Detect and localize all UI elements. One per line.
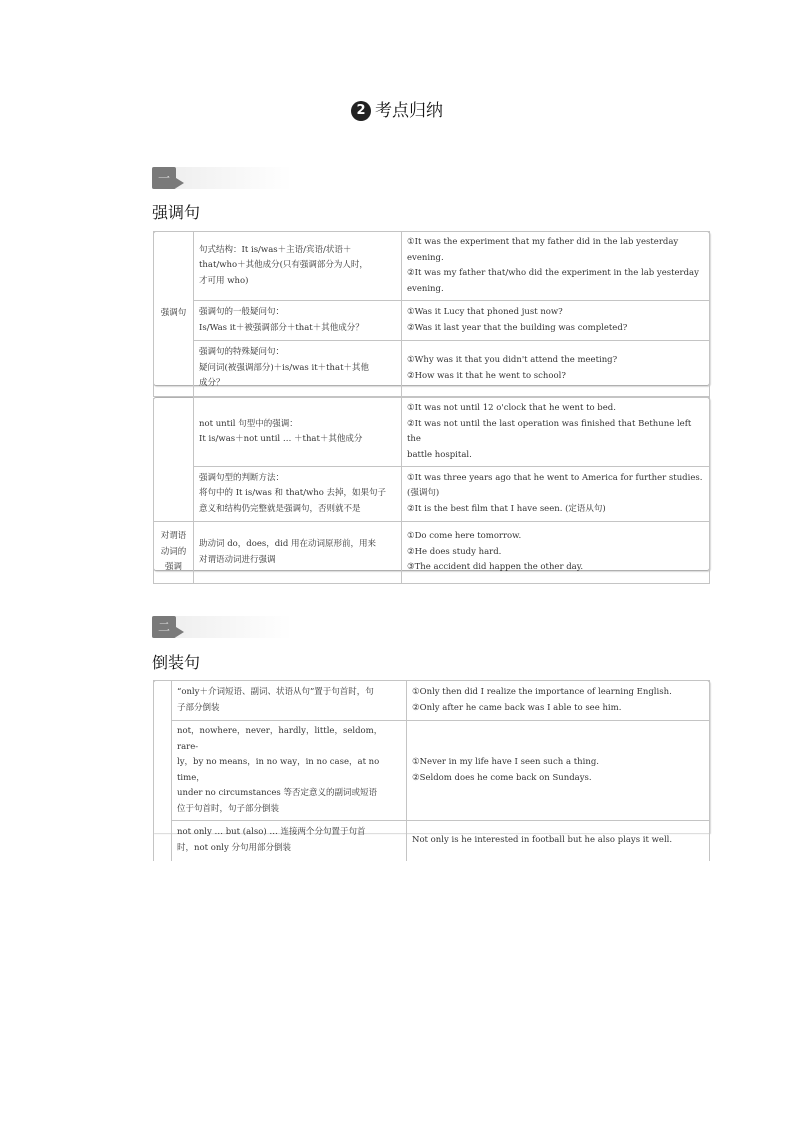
table-row (154, 398, 710, 467)
example-cell: ①Why was it that you didn't attend the meeting? ②How was it that he went to school? (402, 341, 710, 397)
table-row (154, 341, 710, 397)
category-emphasis: 强调句 (154, 232, 194, 397)
rule-cell: 句式结构：It is/was＋主语/宾语/状语＋ that/who＋其他成分(只有强调部分为人时， 才可用 who) (194, 232, 402, 301)
category-continued (154, 398, 194, 522)
section1-table-b (153, 397, 710, 584)
section2-tag: 二 (152, 616, 176, 638)
example-cell: ①Never in my life have I seen such a thing. ②Seldom does he come back on Sundays. (407, 721, 710, 821)
section1-tag: 一 (152, 167, 176, 189)
rule-cell: 强调句的特殊疑问句： 疑问词(被强调部分)＋is/was it＋that＋其他 成分？ (194, 341, 402, 397)
rule-cell: 助动词 do，does，did 用在动词原形前，用来 对谓语动词进行强调 (194, 522, 402, 584)
heading-title: 考点归纳 (375, 101, 443, 121)
rule-cell: 强调句的一般疑问句： Is/Was it＋被强调部分＋that＋其他成分？ (194, 301, 402, 341)
rule-cell: 强调句型的判断方法： 将句中的 It is/was 和 that/who 去掉，如果句子 意义和结构仍完整就是强调句，否则就不是 (194, 467, 402, 522)
example-cell: ①It was three years ago that he went to America for further studies. (强调句) ②It is the best film that I have seen. (定语从句) (402, 467, 710, 522)
example-cell: ①It was the experiment that my father did in the lab yesterday evening. ②It was my father that/who did the experiment in the lab yesterday evening. (402, 232, 710, 301)
table-row (154, 467, 710, 522)
example-cell: Not only is he interested in football but he also plays it well. (407, 821, 710, 861)
example-cell: ①Was it Lucy that phoned just now? ②Was it last year that the building was completed? (402, 301, 710, 341)
example-cell: ①Only then did I realize the importance of learning English. ②Only after he came back was I able to see him. (407, 681, 710, 721)
table-row (154, 301, 710, 341)
category-inversion (154, 681, 172, 861)
section1-title: 强调句 (152, 203, 201, 222)
table-row (154, 721, 710, 821)
rule-cell: not until 句型中的强调： It is/was＋not until … ＋that＋其他成分 (194, 398, 402, 467)
section1-table-a (153, 231, 710, 397)
rule-cell: not，nowhere，never，hardly，little，seldom，rare- ly，by no means，in no way，in no case，at no time， under no circumstances 等否定意义的副词或短语 位于句首时，句子部分倒装 (172, 721, 407, 821)
table-row (154, 821, 710, 861)
table-row (154, 681, 710, 721)
table-row (154, 522, 710, 584)
example-cell: ①It was not until 12 o'clock that he went to bed. ②It was not until the last operation was finished that Bethune left the battle hospital. (402, 398, 710, 467)
section2-title: 倒装句 (152, 653, 201, 672)
example-cell: ①Do come here tomorrow. ②He does study hard. ③The accident did happen the other day. (402, 522, 710, 584)
table-row (154, 232, 710, 301)
section-heading (0, 96, 794, 121)
rule-cell: “only＋介词短语、副词、状语从句”置于句首时，句 子部分倒装 (172, 681, 407, 721)
rule-cell: not only … but (also) … 连接两个分句置于句首 时，not only 分句用部分倒装 (172, 821, 407, 861)
section2-table (153, 680, 710, 861)
heading-number: 2 (351, 101, 371, 121)
category-verb-emphasis: 对谓语 动词的 强调 (154, 522, 194, 584)
